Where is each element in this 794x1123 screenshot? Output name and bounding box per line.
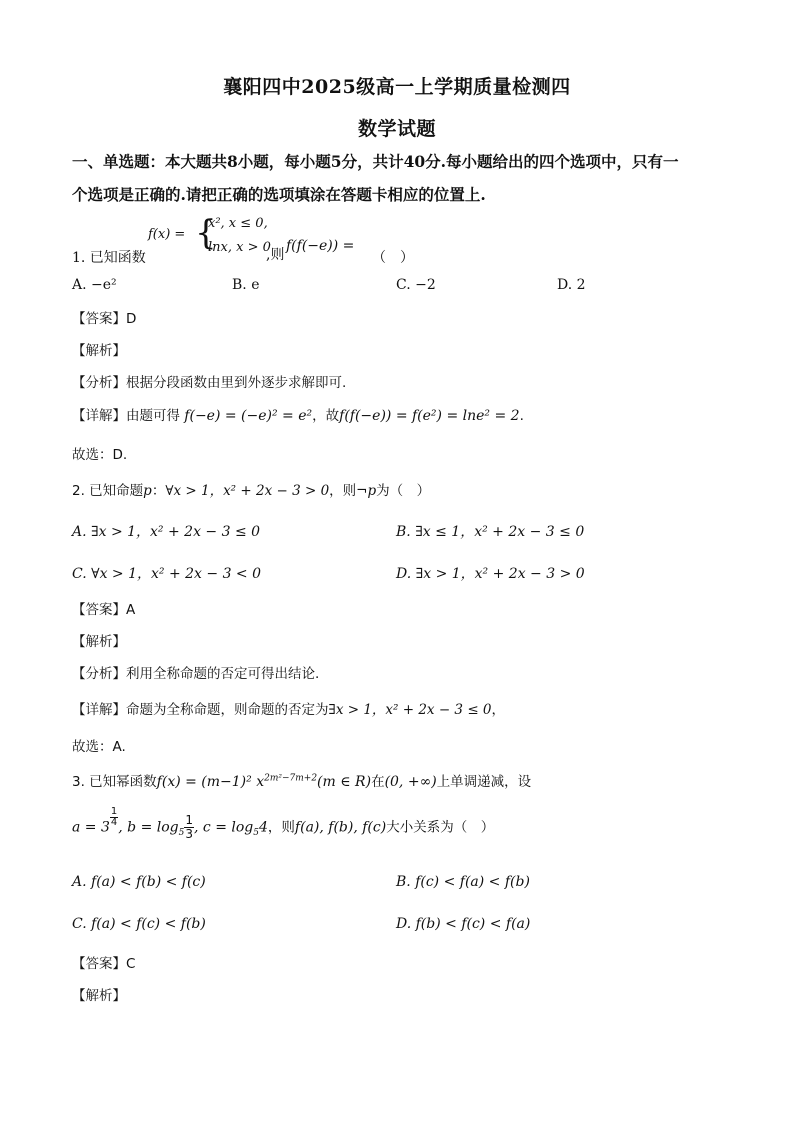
q3-a-exp-den: 4	[110, 817, 118, 828]
q3-a-expr: a = 3	[72, 819, 110, 836]
q3-option-c: C. f(a) < f(c) < f(b)	[72, 916, 206, 932]
q2-stem-prefix: 2. 已知命题	[72, 483, 144, 499]
q1-answer-tag: 【答案】	[72, 311, 126, 327]
q3-a-exponent	[110, 807, 118, 828]
q3-stem-prefix: 3. 已知幂函数	[72, 774, 157, 790]
q1-detail	[72, 404, 524, 424]
q3-domain: (m ∈ R)	[317, 774, 372, 790]
q3-answer-value: C	[126, 956, 136, 972]
q2-stem-expr: ∀x > 1，x² + 2x − 3 > 0	[165, 483, 330, 499]
q1-choose: 故选：D.	[72, 447, 128, 463]
q1-fx-label: f(x) =	[148, 227, 186, 242]
q2-option-a: A. ∃x > 1，x² + 2x − 3 ≤ 0	[72, 524, 261, 540]
q2-stem-then: ，则	[329, 483, 357, 499]
q1-option-d: D. 2	[557, 277, 586, 293]
q3-answer	[72, 952, 135, 972]
q3-stem-mid: 在	[371, 774, 385, 790]
q1-detail-mid: ，故	[312, 408, 340, 424]
q1-fenxi-tag: 【分析】	[72, 375, 126, 391]
q3-b-frac	[184, 814, 194, 841]
q1-detail-expr2: f(f(−e)) = f(e²) = lne² = 2	[339, 408, 520, 424]
q3-stem-expr: f(x) = (m−1)² x	[156, 774, 265, 790]
q3-analysis-tag: 【解析】	[72, 988, 126, 1004]
q2-option-c: C. ∀x > 1，x² + 2x − 3 < 0	[72, 566, 262, 582]
q1-detail-expr1: f(−e) = (−e)² = e²	[184, 408, 313, 424]
q1-stem-then: ,则	[266, 247, 285, 263]
q2-detail-pre: 命题为全称命题，则命题的否定为	[126, 702, 329, 718]
q2-option-b: B. ∃x ≤ 1，x² + 2x − 3 ≤ 0	[396, 524, 585, 540]
q2-option-d: D. ∃x > 1，x² + 2x − 3 > 0	[396, 566, 585, 582]
q3-c-expr: , c = log	[194, 819, 254, 836]
q3-option-a: A. f(a) < f(b) < f(c)	[72, 874, 206, 890]
q2-p-symbol: p	[143, 483, 152, 499]
q2-detail-expr: ∃x > 1，x² + 2x − 3 ≤ 0	[328, 702, 492, 718]
q1-option-a: A. −e²	[72, 277, 117, 293]
q3-line2-mid: ，则	[267, 819, 295, 836]
q3-b-frac-num: 1	[185, 813, 194, 827]
q2-detail	[72, 698, 505, 718]
q3-b-base: 5	[178, 828, 185, 839]
exam-subtitle: 数学试题	[357, 118, 436, 140]
q3-stem-line1	[72, 770, 531, 790]
q3-a-exp-num: 1	[110, 806, 118, 817]
q1-detail-tag: 【详解】	[72, 408, 126, 424]
q1-answer-value: D	[126, 311, 137, 327]
q1-answer	[72, 307, 136, 327]
q3-c-base: 5	[253, 828, 259, 839]
q1-case1: x², x ≤ 0,	[208, 216, 268, 231]
q3-b-expr: , b = log	[118, 819, 179, 836]
q3-c-arg: 4	[259, 819, 268, 836]
q2-choose: 故选：A.	[72, 739, 126, 755]
q1-option-c: C. −2	[396, 277, 436, 293]
section-heading-line1: 一、单选题：本大题共8小题，每小题5分，共计40分.每小题给出的四个选项中，只有一	[72, 152, 679, 171]
q2-neg-p: ¬p	[356, 483, 377, 499]
q2-stem-colon: ：	[151, 483, 166, 499]
q2-fenxi-tag: 【分析】	[72, 666, 126, 682]
q2-fenxi-text: 利用全称命题的否定可得出结论.	[126, 666, 320, 682]
q1-detail-end: .	[519, 408, 524, 424]
q3-stem-line2	[72, 806, 495, 841]
q3-option-d: D. f(b) < f(c) < f(a)	[396, 916, 531, 932]
q1-stem-prefix: 1. 已知函数	[72, 250, 146, 266]
q2-answer	[72, 598, 135, 618]
q2-answer-tag: 【答案】	[72, 602, 126, 618]
q3-answer-tag: 【答案】	[72, 956, 126, 972]
q1-case2: lnx, x > 0	[208, 240, 271, 255]
q1-fenxi-text: 根据分段函数由里到外逐步求解即可.	[126, 375, 347, 391]
q2-stem	[72, 479, 430, 499]
q1-option-b: B. e	[232, 277, 260, 293]
q1-analysis-tag: 【解析】	[72, 343, 126, 359]
q3-interval: (0, +∞)	[384, 774, 437, 790]
q2-stem-end: 为（ ）	[376, 483, 431, 499]
q3-option-b: B. f(c) < f(a) < f(b)	[396, 874, 530, 890]
q1-detail-pre: 由题可得	[126, 408, 180, 424]
section-heading-line2: 个选项是正确的.请把正确的选项填涂在答题卡相应的位置上.	[72, 185, 486, 204]
q3-exponent: 2m²−7m+2	[264, 773, 318, 784]
q1-brace: {	[195, 213, 217, 253]
q1-stem-paren: （ ）	[372, 250, 414, 266]
q1-fenxi	[72, 371, 346, 391]
q3-line2-expr: f(a), f(b), f(c)	[294, 819, 387, 836]
exam-title: 襄阳四中2025级高一上学期质量检测四	[223, 76, 571, 98]
q3-b-frac-den: 3	[185, 827, 194, 841]
q2-answer-value: A	[126, 602, 136, 618]
q2-fenxi	[72, 662, 319, 682]
q2-detail-end: ，	[491, 702, 506, 718]
q1-stem-expr: f(f(−e)) =	[286, 238, 355, 254]
q2-analysis-tag: 【解析】	[72, 634, 126, 650]
q2-detail-tag: 【详解】	[72, 702, 126, 718]
q3-line2-end: 大小关系为（ ）	[386, 819, 495, 836]
q3-stem-end: 上单调递减，设	[436, 774, 532, 790]
